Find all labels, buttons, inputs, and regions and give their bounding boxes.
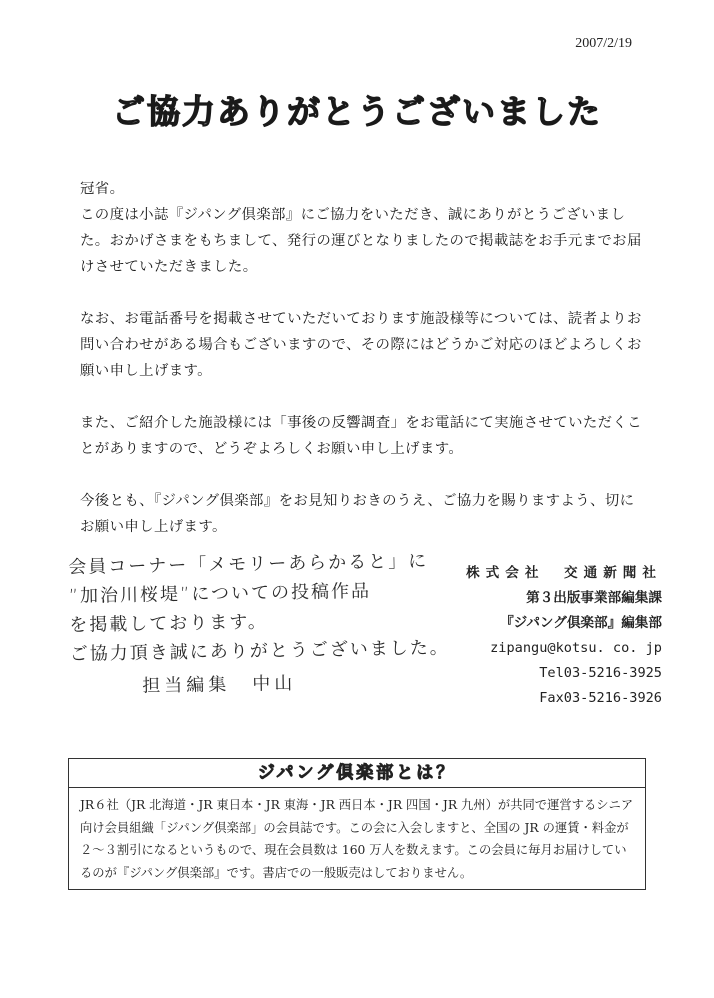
info-box [68,758,646,890]
company-department: 『ジパング倶楽部』編集部 [500,615,662,631]
letter-paragraph-4: 今後とも、『ジパング倶楽部』をお見知りおきのうえ、ご協力を賜りますよう、切にお願い申し上げます。 [80,493,635,535]
company-tel: Tel03-5216-3925 [539,665,662,681]
info-box-body: JR６社（JR 北海道・JR 東日本・JR 東海・JR 西日本・JR 四国・JR 九州）が共同で運営するシニア向け会員組織「ジパング倶楽部」の会員誌です。この会に入会しますと、全国の JR の運賃・料金が２〜３割引になるというもので、現在会員数は 160 万人を数えます。この会員に毎月お届けしているのが『ジパング倶楽部』です。書店での一般販売はしておりません。 [80,798,634,880]
company-name: 株式会社 交通新聞社 [466,565,662,581]
letter-date: 2007/2/19 [575,36,632,51]
handwritten-signature: 担当編集 中山 [142,673,297,697]
letter-paragraph-3: また、ご紹介した施設様には「事後の反響調査」をお電話にて実施させていただくことがありますので、どうぞよろしくお願い申し上げます。 [80,415,643,457]
handwritten-note [68,546,471,702]
company-block [466,561,662,711]
letter-paragraph-1: この度は小誌『ジパング倶楽部』にご協力をいただき、誠にありがとうございました。おかげさまをもちまして、発行の運びとなりましたので掲載誌をお手元までお届けさせていただきました。 [80,207,642,275]
company-division: 第３出版事業部編集課 [526,590,662,606]
company-email: zipangu@kotsu. co. jp [490,640,662,656]
handwritten-line: を掲載しております。 [69,611,268,636]
letter-body [80,176,645,566]
handwritten-line: 会員コーナー「メモリーあらかると」に [68,550,429,578]
letter-paragraph-2: なお、お電話番号を掲載させていただいております施設様等については、読者よりお問い合わせがある場合もございますので、その際にはどうかご対応のほどよろしくお願い申し上げます。 [80,311,642,379]
handwritten-line: ”加治川桜堤”についての投稿作品 [68,580,372,607]
letter-opening: 冠省。 [80,181,125,197]
letter-heading: ご協力ありがとうございました [112,92,602,131]
company-fax: Fax03-5216-3926 [539,690,662,706]
info-box-title: ジパング倶楽部とは？ [69,759,645,788]
handwritten-line: ご協力頂き誠にありがとうございました。 [69,637,450,665]
